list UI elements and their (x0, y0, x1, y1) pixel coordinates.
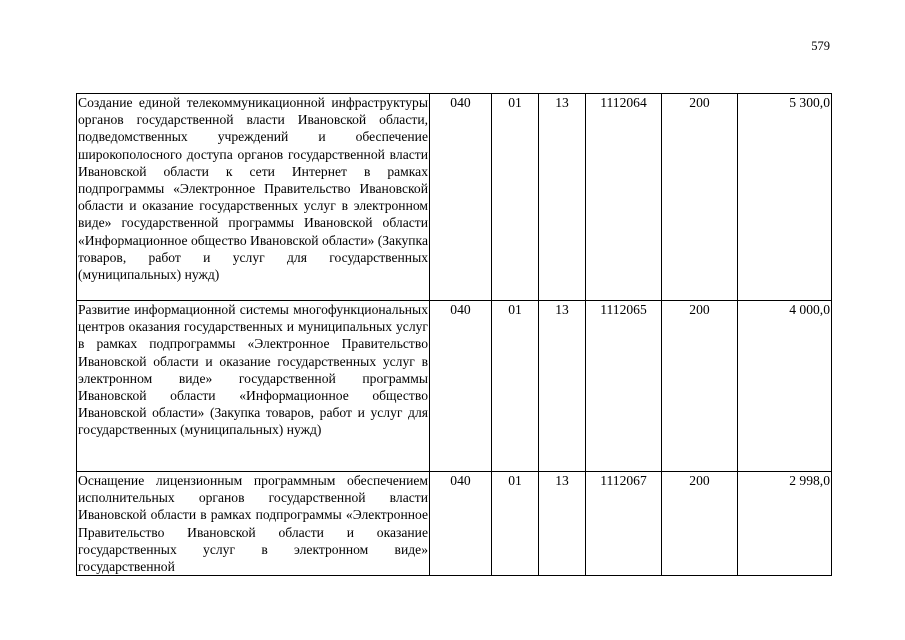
target-article-code: 1112064 (586, 94, 662, 301)
expense-type-code: 200 (662, 301, 738, 472)
section-code: 01 (492, 94, 539, 301)
subsection-code: 13 (539, 472, 586, 576)
expense-description: Развитие информационной системы многофункциональных центров оказания государственных и муниципальных услуг в рамках подпрограммы «Электронное Правительство Ивановской области и оказание государственных услуг в электронном виде» государственной программы Ивановской области «Информационное общество Ивановской области» (Закупка товаров, работ и услуг для государственных (муниципальных) нужд) (77, 301, 430, 472)
table-row (77, 301, 832, 472)
subsection-code: 13 (539, 94, 586, 301)
subsection-code: 13 (539, 301, 586, 472)
section-code: 01 (492, 472, 539, 576)
target-article-code: 1112065 (586, 301, 662, 472)
expense-description: Создание единой телекоммуникационной инфраструктуры органов государственной власти Ивановской области, подведомственных учреждений и обеспечение широкополосного доступа органов государственной власти Ивановской области к сети Интернет в рамках подпрограммы «Электронное Правительство Ивановской области и оказание государственных услуг в электронном виде» государственной программы Ивановской области «Информационное общество Ивановской области» (Закупка товаров, работ и услуг для государственных (муниципальных) нужд) (77, 94, 430, 301)
ministry-code: 040 (430, 472, 492, 576)
target-article-code: 1112067 (586, 472, 662, 576)
section-code: 01 (492, 301, 539, 472)
expense-type-code: 200 (662, 94, 738, 301)
amount: 5 300,0 (738, 94, 832, 301)
ministry-code: 040 (430, 301, 492, 472)
expense-type-code: 200 (662, 472, 738, 576)
page-number: 579 (811, 39, 830, 53)
amount: 4 000,0 (738, 301, 832, 472)
table-row (77, 94, 832, 301)
expense-description: Оснащение лицензионным программным обеспечением исполнительных органов государственной власти Ивановской области в рамках подпрограммы «Электронное Правительство Ивановской области и оказание государственных услуг в электронном виде» государственной (78, 473, 428, 575)
table-row (77, 472, 832, 576)
amount: 2 998,0 (738, 472, 832, 576)
ministry-code: 040 (430, 94, 492, 301)
budget-table (76, 93, 832, 576)
